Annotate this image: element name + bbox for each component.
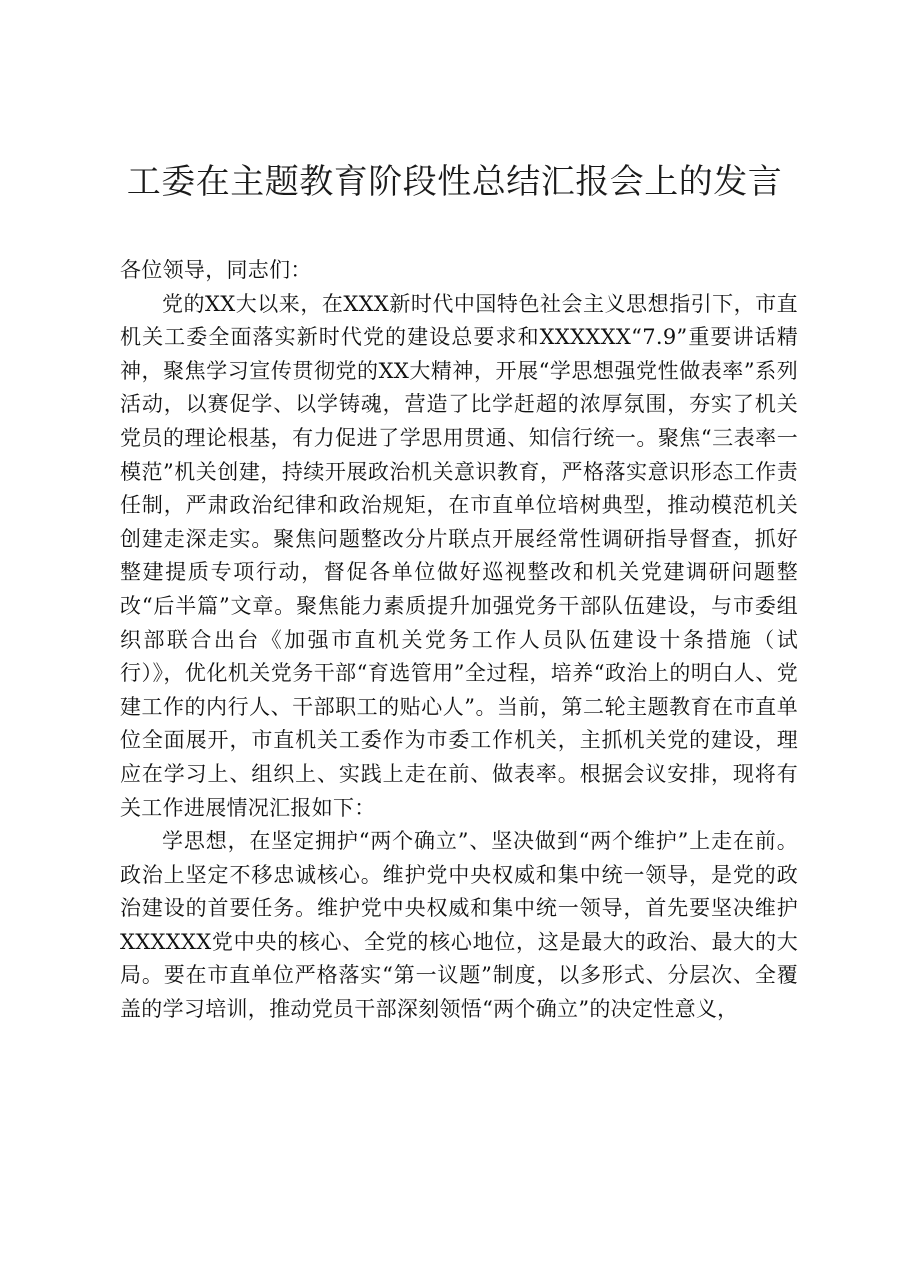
paragraph-intro: 党的XX大以来，在XXX新时代中国特色社会主义思想指引下，市直机关工委全面落实新时代党的建设总要求和XXXXXX“7.9”重要讲话精神，聚焦学习宣传贯彻党的XX大精神，开展“学思想强党性做表率”系列活动，以赛促学、以学铸魂，营造了比学赶超的浓厚氛围，夯实了机关党员的理论根基，有力促进了学思用贯通、知信行统一。聚焦“三表率一模范”机关创建，持续开展政治机关意识教育，严格落实意识形态工作责任制，严肃政治纪律和政治规矩，在市直单位培树典型，推动模范机关创建走深走实。聚焦问题整改分片联点开展经常性调研指导督查，抓好整建提质专项行动，督促各单位做好巡视整改和机关党建调研问题整改“后半篇”文章。聚焦能力素质提升加强党务干部队伍建设，与市委组织部联合出台《加强市直机关党务工作人员队伍建设十条措施（试行）》，优化机关党务干部“育选管用”全过程，培养“政治上的明白人、党建工作的内行人、干部职工的贴心人”。当前，第二轮主题教育在市直单位全面展开，市直机关工委作为市委工作机关，主抓机关党的建设，理应在学习上、组织上、实践上走在前、做表率。根据会议安排，现将有关工作进展情况汇报如下： — [120, 291, 798, 820]
salutation: 各位领导，同志们： — [120, 258, 312, 282]
paragraph-study-thought: 学思想，在坚定拥护“两个确立”、坚决做到“两个维护”上走在前。政治上坚定不移忠诚核心。维护党中央权威和集中统一领导，是党的政治建设的首要任务。维护党中央权威和集中统一领导，首先要坚决维护XXXXXX党中央的核心、全党的核心地位，这是最大的政治、最大的大局。要在市直单位严格落实“第一议题”制度，以多形式、分层次、全覆盖的学习培训，推动党员干部深刻领悟“两个确立”的决定性意义， — [120, 829, 798, 1022]
document-title: 工委在主题教育阶段性总结汇报会上的发言 — [126, 162, 783, 202]
document-body — [120, 254, 798, 1027]
